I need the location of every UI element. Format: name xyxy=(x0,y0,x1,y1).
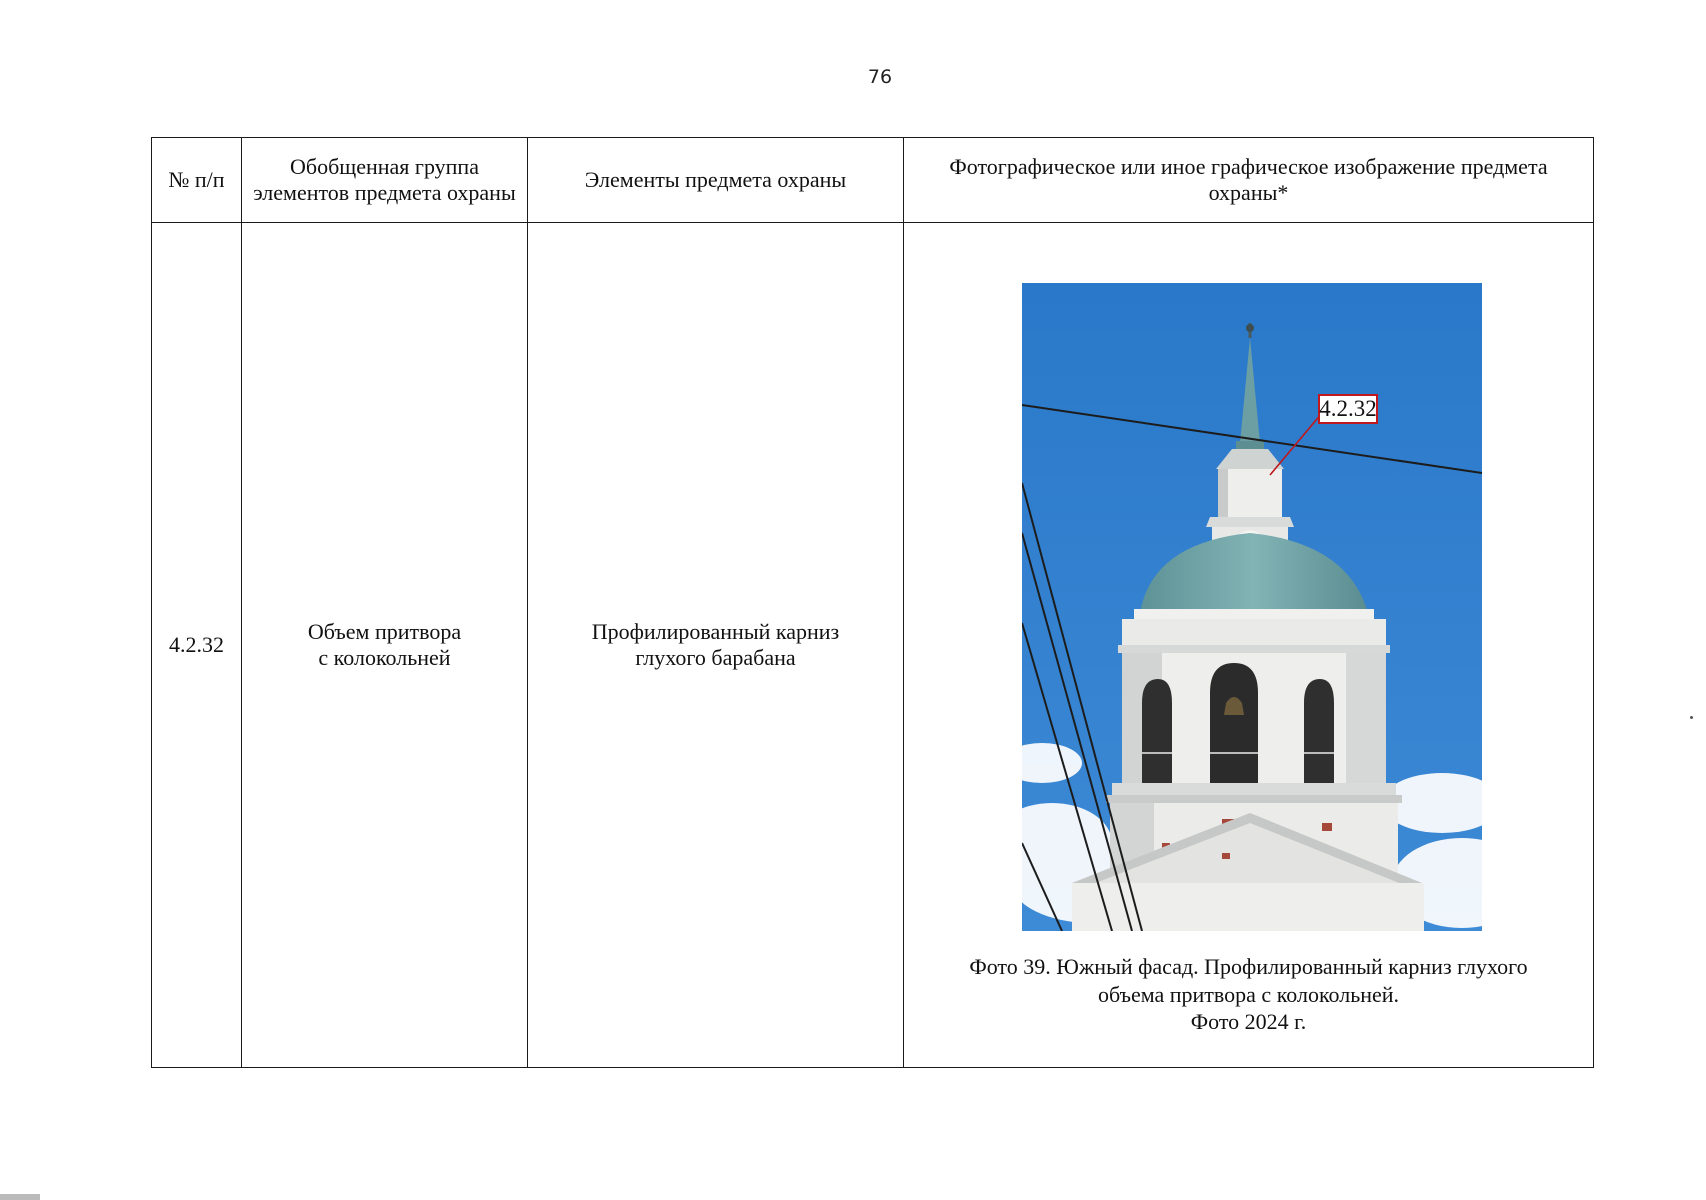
cell-photo xyxy=(904,223,1594,1068)
bell-tower-photo-image xyxy=(1022,283,1482,931)
header-photo: Фотографическое или иное графическое изображение предмета охраны* xyxy=(904,138,1594,223)
group-line-1: Объем притвора xyxy=(307,618,462,644)
cell-elements xyxy=(528,223,904,1068)
element-label xyxy=(1319,395,1377,423)
header-number: № п/п xyxy=(152,138,242,223)
photo-caption xyxy=(904,953,1593,1036)
scan-edge-mark xyxy=(0,1194,40,1200)
elements-line-2: глухого барабана xyxy=(635,645,796,670)
element-label-text: 4.2.32 xyxy=(1319,396,1377,421)
caption-line-1: Фото 39. Южный фасад. Профилированный карниз глухого xyxy=(969,954,1528,979)
cell-number: 4.2.32 xyxy=(152,223,242,1068)
caption-line-3: Фото 2024 г. xyxy=(1190,1009,1307,1034)
table-row xyxy=(152,223,1594,1068)
page-number: 76 xyxy=(867,66,893,88)
elements-line-1: Профилированный карниз xyxy=(591,618,840,644)
bell-tower-photo xyxy=(1022,283,1482,931)
group-line-2: с колокольней xyxy=(318,645,451,670)
header-elements: Элементы предмета охраны xyxy=(528,138,904,223)
belfry xyxy=(1106,619,1402,803)
protection-table xyxy=(151,137,1594,1068)
cell-element-group xyxy=(242,223,528,1068)
scan-dust xyxy=(1690,716,1693,719)
table-header-row xyxy=(152,138,1594,223)
caption-line-2: объема притвора с колокольней. xyxy=(1097,981,1400,1007)
header-element-group: Обобщенная группа элементов предмета охраны xyxy=(242,138,528,223)
